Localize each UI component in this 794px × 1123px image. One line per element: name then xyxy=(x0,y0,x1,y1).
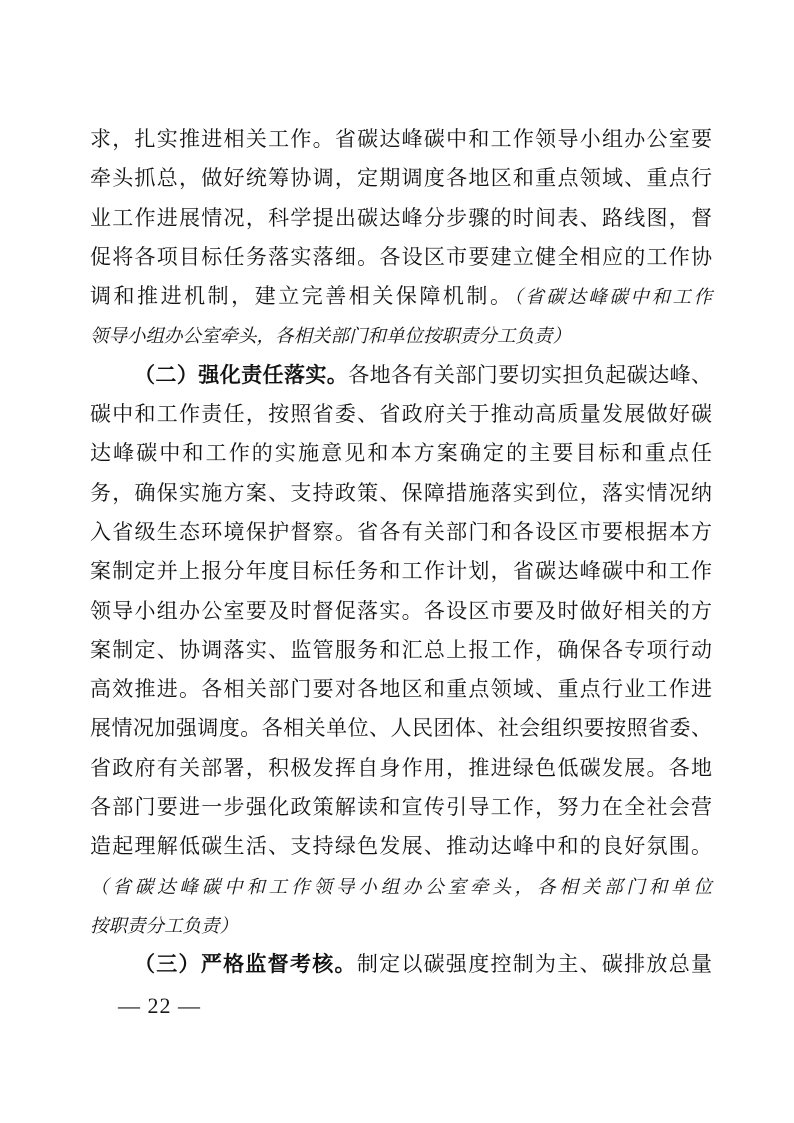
body-text: 造起理解低碳生活、支持绿色发展、推动达峰中和的良好氛围。 xyxy=(90,834,712,859)
text-line xyxy=(90,395,712,434)
document-body xyxy=(90,120,712,985)
body-text: 入省级生态环境保护督察。省各有关部门和各设区市要根据本方 xyxy=(90,519,712,544)
body-text: 案制定、协调落实、监管服务和汇总上报工作，确保各专项行动 xyxy=(90,637,712,662)
responsibility-annotation: （省碳达峰碳中和工作领导小组办公室牵头，各相关部门和单位 xyxy=(90,877,712,898)
text-line xyxy=(90,120,712,159)
text-line xyxy=(90,552,712,591)
text-line xyxy=(90,474,712,513)
body-text: 各地各有关部门要切实担负起碳达峰、 xyxy=(348,362,713,387)
text-line xyxy=(90,945,712,984)
body-text: 促将各项目标任务落实落细。各设区市要建立健全相应的工作协 xyxy=(90,244,712,269)
responsibility-annotation: 领导小组办公室牵头，各相关部门和单位按职责分工负责） xyxy=(90,327,572,348)
text-line xyxy=(90,513,712,552)
text-line xyxy=(90,788,712,827)
body-text: 制定以碳强度控制为主、碳排放总量 xyxy=(356,952,713,977)
responsibility-annotation: 按职责分工负责） xyxy=(90,916,239,937)
body-text: 省政府有关部署，积极发挥自身作用，推进绿色低碳发展。各地 xyxy=(90,755,712,780)
body-text: 牵头抓总，做好统筹协调，定期调度各地区和重点领域、重点行 xyxy=(90,166,712,191)
body-text: 求，扎实推进相关工作。省碳达峰碳中和工作领导小组办公室要 xyxy=(90,127,712,151)
body-text: 展情况加强调度。各相关单位、人民团体、社会组织要按照省委、 xyxy=(90,716,712,741)
body-text: 高效推进。各相关部门要对各地区和重点领域、重点行业工作进 xyxy=(90,677,712,702)
text-line xyxy=(90,238,712,277)
text-line xyxy=(90,277,712,316)
responsibility-annotation: （省碳达峰碳中和工作 xyxy=(513,288,712,309)
section-heading: （二）强化责任落实。 xyxy=(134,362,349,387)
text-line xyxy=(90,749,712,788)
body-text: 达峰碳中和工作的实施意见和本方案确定的主要目标和重点任 xyxy=(90,441,712,466)
text-line xyxy=(90,670,712,709)
body-text: 业工作进展情况，科学提出碳达峰分步骤的时间表、路线图，督 xyxy=(90,205,712,230)
text-line xyxy=(90,631,712,670)
text-line xyxy=(90,827,712,866)
text-line xyxy=(90,906,712,945)
text-line xyxy=(90,592,712,631)
text-line xyxy=(90,867,712,906)
body-text: 领导小组办公室要及时督促落实。各设区市要及时做好相关的方 xyxy=(90,598,712,623)
text-line xyxy=(90,199,712,238)
section-heading: （三）严格监督考核。 xyxy=(134,952,357,977)
text-line xyxy=(90,159,712,198)
text-line xyxy=(90,356,712,395)
body-text: 碳中和工作责任，按照省委、省政府关于推动高质量发展做好碳 xyxy=(90,402,712,427)
text-line xyxy=(90,316,712,355)
text-line xyxy=(90,434,712,473)
body-text: 务，确保实施方案、支持政策、保障措施落实到位，落实情况纳 xyxy=(90,480,712,505)
body-text: 各部门要进一步强化政策解读和宣传引导工作，努力在全社会营 xyxy=(90,795,712,820)
body-text: 调和推进机制，建立完善相关保障机制。 xyxy=(90,284,514,309)
body-text: 案制定并上报分年度目标任务和工作计划，省碳达峰碳中和工作 xyxy=(90,559,712,584)
text-line xyxy=(90,709,712,748)
page-number: — 22 — xyxy=(118,993,201,1018)
